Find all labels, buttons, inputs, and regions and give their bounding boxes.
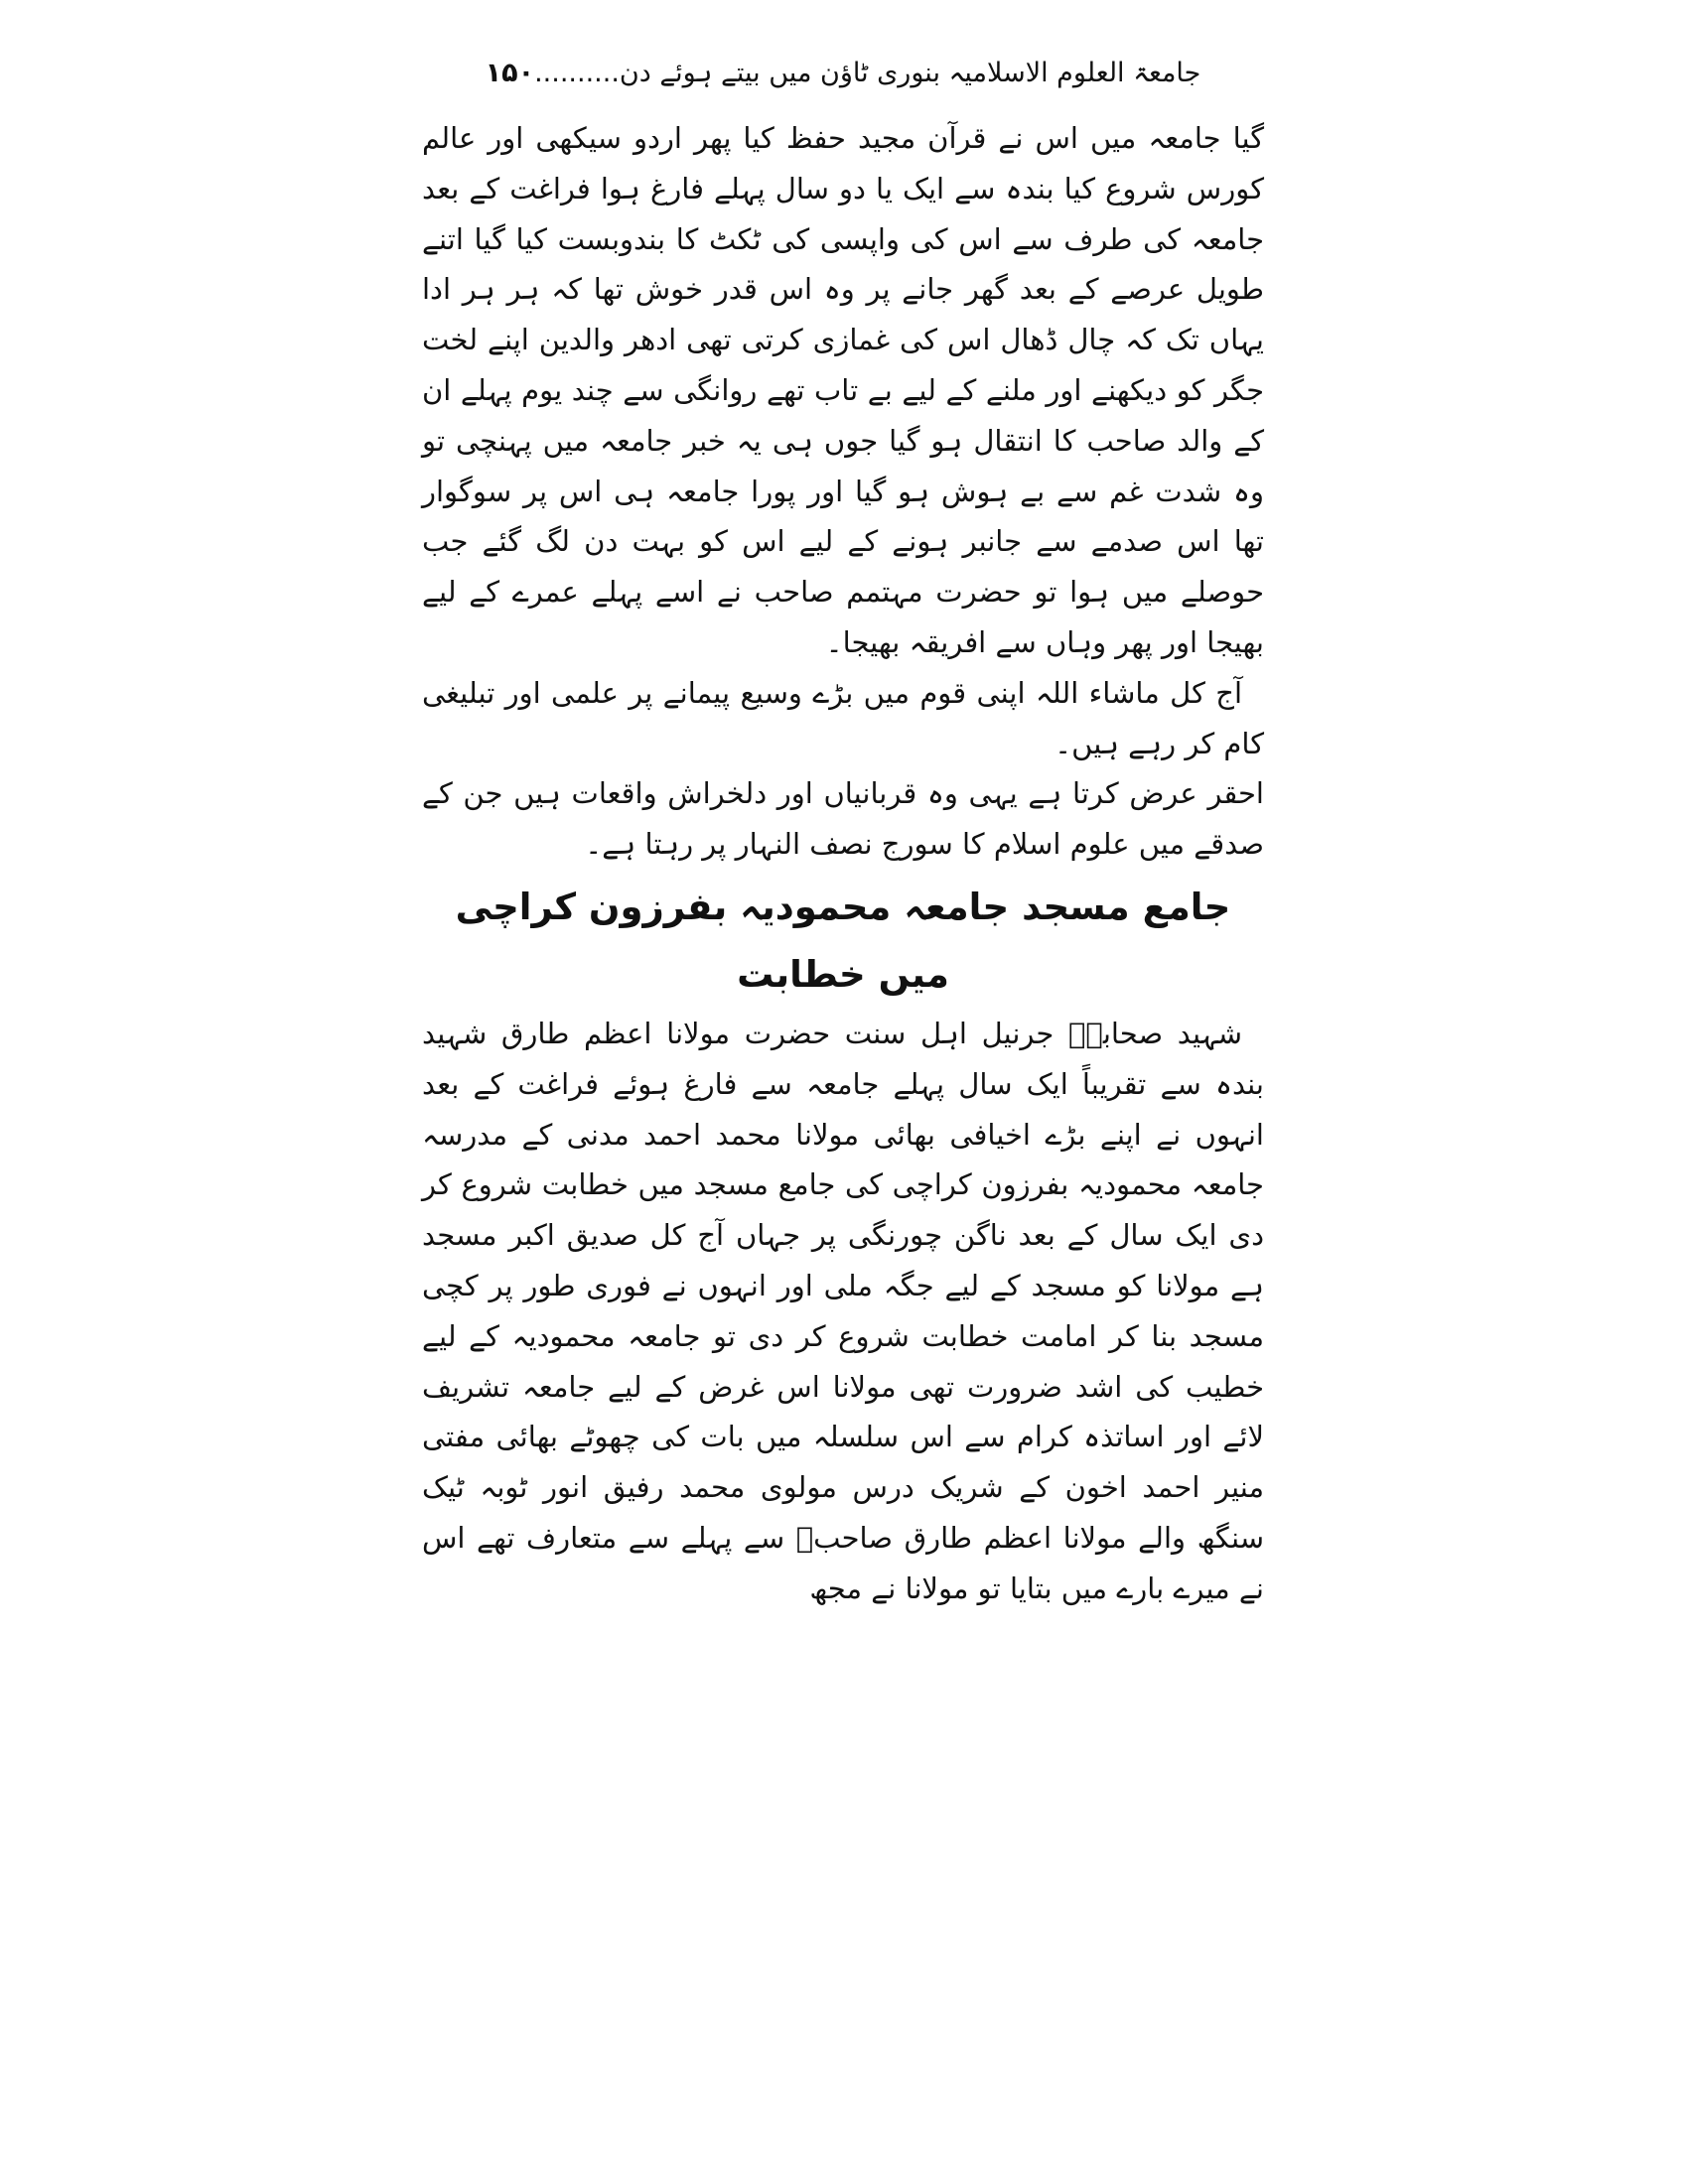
running-title: جامعۃ العلوم الاسلامیہ بنوری ٹاؤن میں بیتے ہوئے دن [619, 58, 1201, 88]
page-number: ۱۵۰ [485, 58, 535, 88]
section-heading: جامع مسجد جامعہ محمودیہ بفرزون کراچی میں خطابت [455, 885, 1231, 996]
paragraph-khitabat: شہید صحابہؓ جرنیل اہل سنت حضرت مولانا اعظم طارق شہید بندہ سے تقریباً ایک سال پہلے جامعہ سے فارغ ہوئے فراغت کے بعد انہوں نے اپنے بڑے اخیافی بھائی مولانا محمد احمد مدنی کے مدرسہ جامعہ محمودیہ بفرزون کراچی کی جامع مسجد میں خطابت شروع کر دی ایک سال کے بعد ناگن چورنگی پر جہاں آج کل صدیق اکبر مسجد ہے مولانا کو مسجد کے لیے جگہ ملی اور انہوں نے فوری طور پر کچی مسجد بنا کر امامت خطابت شروع کر دی تو جامعہ محمودیہ کے لیے خطیب کی اشد ضرورت تھی مولانا اس غرض کے لیے جامعہ تشریف لائے اور اساتذہ کرام سے اس سلسلہ میں بات کی چھوٹے بھائی مفتی منیر احمد اخون کے شریک درس مولوی محمد رفیق انور ٹوبہ ٹیک سنگھ والے مولانا اعظم طارق صاحبؒ سے پہلے سے متعارف تھے اس نے میرے بارے میں بتایا تو مولانا نے مجھ [422, 1016, 1264, 1605]
text-column [422, 52, 1264, 1614]
paragraph-current-work: آج کل ماشاء اللہ اپنی قوم میں بڑے وسیع پیمانے پر علمی اور تبلیغی کام کر رہے ہیں۔ [422, 675, 1264, 760]
paragraph-intro: گیا جامعہ میں اس نے قرآن مجید حفظ کیا پھر اردو سیکھی اور عالم کورس شروع کیا بندہ سے ایک یا دو سال پہلے فارغ ہوا فراغت کے بعد جامعہ کی طرف سے اس کی واپسی کی ٹکٹ کا بندوبست کیا گیا اتنے طویل عرصے کے بعد گھر جانے پر وہ اس قدر خوش تھا کہ ہر ہر ادا یہاں تک کہ چال ڈھال اس کی غمازی کرتی تھی ادھر والدین اپنے لخت جگر کو دیکھنے اور ملنے کے لیے بے تاب تھے روانگی سے چند یوم پہلے ان کے والد صاحب کا انتقال ہو گیا جوں ہی یہ خبر جامعہ میں پہنچی تو وہ شدت غم سے بے ہوش ہو گیا اور پورا جامعہ ہی اس پر سوگوار تھا اس صدمے سے جانبر ہونے کے لیے اس کو بہت دن لگ گئے جب حوصلے میں ہوا تو حضرت مہتمم صاحب نے اسے پہلے عمرے کے لیے بھیجا اور پھر وہاں سے افریقہ بھیجا۔ [422, 121, 1264, 659]
header-dots: .......... [534, 58, 620, 88]
paragraph-sacrifices: احقر عرض کرتا ہے یہی وہ قربانیاں اور دلخراش واقعات ہیں جن کے صدقے میں علوم اسلام کا سورج نصف النہار پر رہتا ہے۔ [422, 776, 1264, 862]
running-header [422, 52, 1264, 99]
